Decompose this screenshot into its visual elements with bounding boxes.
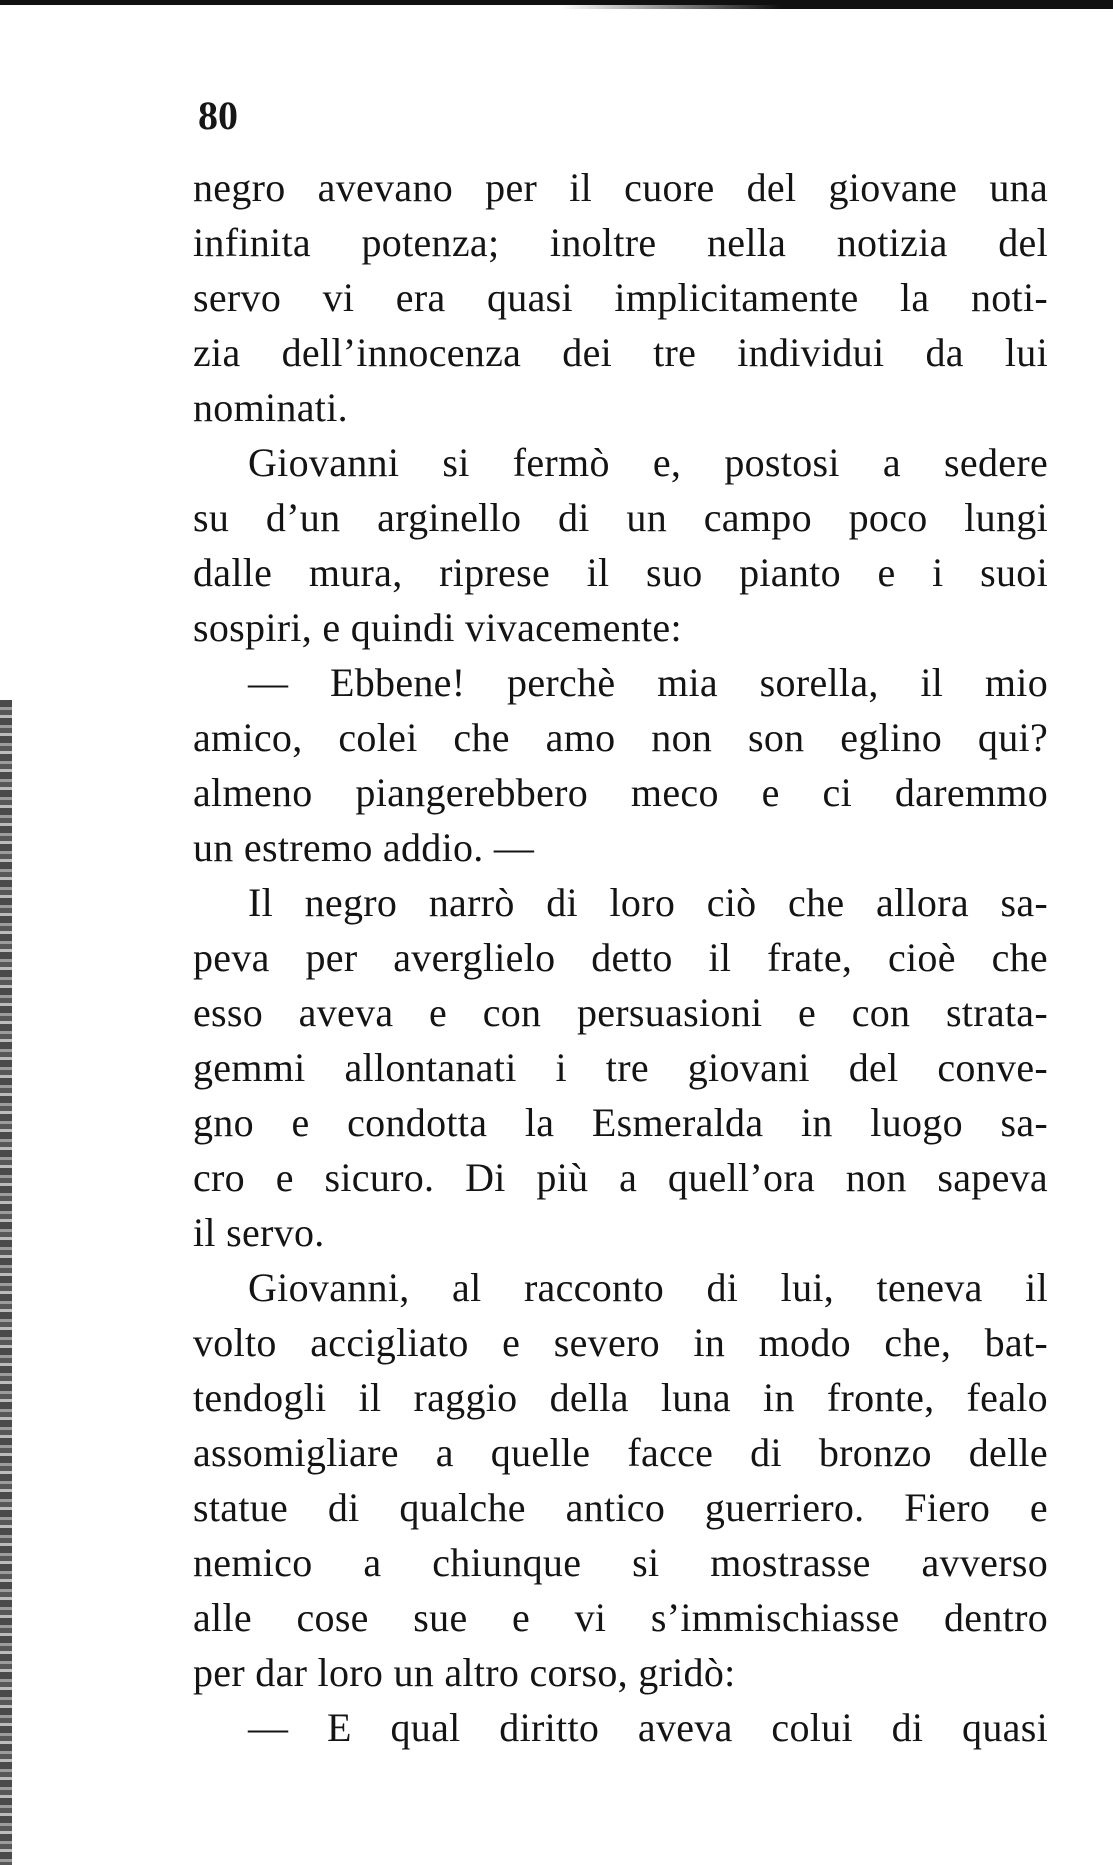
text-line: Giovanni, al racconto di lui, teneva il bbox=[248, 1265, 1048, 1310]
text-line: negro avevano per il cuore del giovane una bbox=[193, 165, 1048, 210]
text-line: gno e condotta la Esmeralda in luogo sa- bbox=[193, 1100, 1048, 1145]
text-line: per dar loro un altro corso, gridò: bbox=[193, 1650, 736, 1695]
text-line: cro e sicuro. Di più a quell’ora non sapeva bbox=[193, 1155, 1048, 1200]
text-line: nemico a chiunque si mostrasse avverso bbox=[193, 1540, 1048, 1585]
text-line: Il negro narrò di loro ciò che allora sa- bbox=[248, 880, 1048, 925]
text-line: tendogli il raggio della luna in fronte, fealo bbox=[193, 1375, 1048, 1420]
text-line: gemmi allontanati i tre giovani del conve- bbox=[193, 1045, 1048, 1090]
text-line: alle cose sue e vi s’immischiasse dentro bbox=[193, 1595, 1048, 1640]
text-line: Giovanni si fermò e, postosi a sedere bbox=[248, 440, 1048, 485]
binding-edge bbox=[0, 700, 12, 1865]
text-line: sospiri, e quindi vivacemente: bbox=[193, 605, 682, 650]
text-line: amico, colei che amo non son eglino qui? bbox=[193, 715, 1048, 760]
text-line: su d’un arginello di un campo poco lungi bbox=[193, 495, 1048, 540]
text-line: un estremo addio. — bbox=[193, 825, 535, 870]
text-line: volto accigliato e severo in modo che, bat- bbox=[193, 1320, 1048, 1365]
text-line: servo vi era quasi implicitamente la noti- bbox=[193, 275, 1048, 320]
text-line: nominati. bbox=[193, 385, 348, 430]
text-line: il servo. bbox=[193, 1210, 325, 1255]
text-line: peva per averglielo detto il frate, cioè che bbox=[193, 935, 1048, 980]
text-line: — Ebbene! perchè mia sorella, il mio bbox=[248, 660, 1048, 705]
text-line: — E qual diritto aveva colui di quasi bbox=[248, 1705, 1048, 1750]
text-line: infinita potenza; inoltre nella notizia del bbox=[193, 220, 1048, 265]
text-line: zia dell’innocenza dei tre individui da lui bbox=[193, 330, 1048, 375]
text-line: dalle mura, riprese il suo pianto e i suoi bbox=[193, 550, 1048, 595]
text-line: assomigliare a quelle facce di bronzo delle bbox=[193, 1430, 1048, 1475]
text-line: almeno piangerebbero meco e ci daremmo bbox=[193, 770, 1048, 815]
text-line: statue di qualche antico guerriero. Fiero e bbox=[193, 1485, 1048, 1530]
body-text bbox=[193, 160, 1048, 1755]
top-edge-shadow bbox=[560, 0, 1113, 9]
page-number: 80 bbox=[198, 93, 238, 138]
text-line: esso aveva e con persuasioni e con strata- bbox=[193, 990, 1048, 1035]
